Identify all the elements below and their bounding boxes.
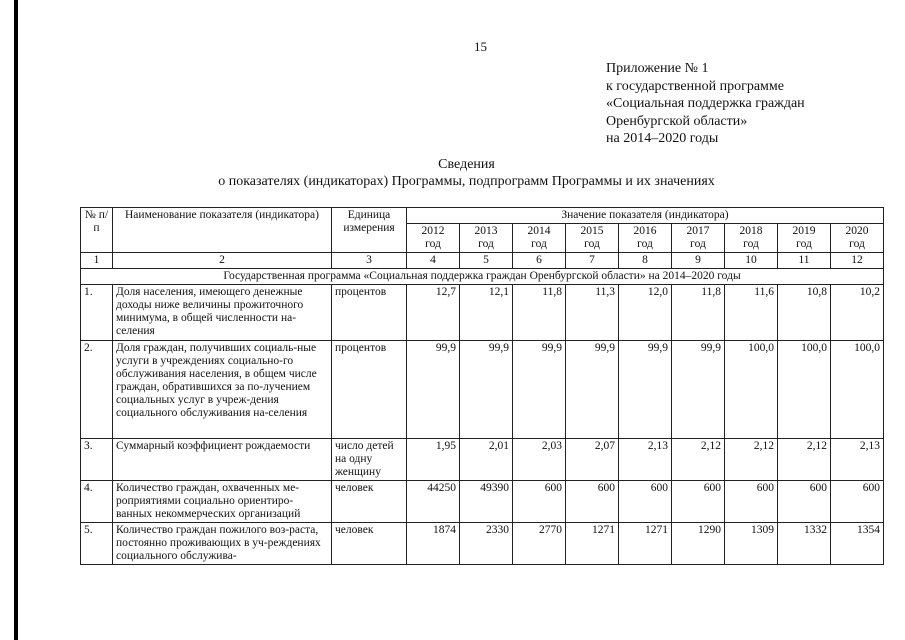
column-number: 4 (407, 253, 460, 269)
row-value: 12,0 (619, 285, 672, 341)
header-year-2017: 2017 год (672, 224, 725, 253)
row-value: 1874 (407, 523, 460, 565)
scan-edge (14, 0, 18, 640)
appendix-line: на 2014–2020 годы (606, 131, 719, 146)
column-number: 6 (513, 253, 566, 269)
row-value: 2,13 (619, 439, 672, 481)
row-value: 1271 (619, 523, 672, 565)
header-year-2014: 2014 год (513, 224, 566, 253)
row-value: 2,07 (566, 439, 619, 481)
page-number: 15 (474, 39, 487, 54)
row-name: Количество граждан пожилого воз-раста, постоянно проживающих в уч-реждениях социального обслужива- (113, 523, 332, 565)
column-number: 7 (566, 253, 619, 269)
header-year-2015: 2015 год (566, 224, 619, 253)
row-name: Суммарный коэффициент рождаемости (113, 439, 332, 481)
header-values-group: Значение показателя (индикатора) (407, 208, 884, 224)
row-value: 2,12 (725, 439, 778, 481)
header-num: № п/п (81, 208, 113, 253)
table-row (81, 439, 884, 481)
header-unit: Единица измерения (332, 208, 407, 253)
row-unit: число детей на одну женщину (332, 439, 407, 481)
column-number: 12 (831, 253, 884, 269)
row-value: 99,9 (566, 341, 619, 439)
row-value: 2330 (460, 523, 513, 565)
row-value: 49390 (460, 481, 513, 523)
row-value: 1354 (831, 523, 884, 565)
row-name: Доля граждан, получивших социаль-ные услуги в учреждениях социально-го обслуживания населения, в общем числе граждан, обратившихся за по-лучением социальных услуг в учреж-дения социального обслуживания на-селения (113, 341, 332, 439)
header-year-2020: 2020 год (831, 224, 884, 253)
row-value: 12,1 (460, 285, 513, 341)
column-number: 11 (778, 253, 831, 269)
row-value: 99,9 (619, 341, 672, 439)
row-value: 44250 (407, 481, 460, 523)
row-value: 1332 (778, 523, 831, 565)
row-name: Доля населения, имеющего денежные доходы ниже величины прожиточного минимума, в общей численности на-селения (113, 285, 332, 341)
table-row (81, 341, 884, 439)
header-year-2018: 2018 год (725, 224, 778, 253)
indicators-table (80, 207, 884, 565)
row-value: 12,7 (407, 285, 460, 341)
section-row (81, 269, 884, 285)
row-value: 100,0 (831, 341, 884, 439)
row-unit: процентов (332, 341, 407, 439)
appendix-block (606, 60, 805, 148)
section-title: Государственная программа «Социальная поддержка граждан Оренбургской области» на 2014–2020 годы (81, 269, 884, 285)
row-value: 99,9 (513, 341, 566, 439)
header-name: Наименование показателя (индикатора) (113, 208, 332, 253)
row-value: 600 (725, 481, 778, 523)
document-subtitle: о показателях (индикаторах) Программы, подпрограмм Программы и их значениях (218, 174, 715, 189)
row-value: 1309 (725, 523, 778, 565)
row-value: 99,9 (407, 341, 460, 439)
row-value: 2770 (513, 523, 566, 565)
row-value: 2,13 (831, 439, 884, 481)
header-year-2012: 2012 год (407, 224, 460, 253)
row-value: 2,03 (513, 439, 566, 481)
header-year-2016: 2016 год (619, 224, 672, 253)
row-num: 2. (81, 341, 113, 439)
column-number: 8 (619, 253, 672, 269)
row-num: 5. (81, 523, 113, 565)
column-number: 10 (725, 253, 778, 269)
row-value: 99,9 (672, 341, 725, 439)
row-value: 2,01 (460, 439, 513, 481)
column-number: 2 (113, 253, 332, 269)
column-number: 1 (81, 253, 113, 269)
row-value: 11,3 (566, 285, 619, 341)
appendix-line: к государственной программе (606, 78, 784, 94)
row-value: 11,6 (725, 285, 778, 341)
row-value: 2,12 (672, 439, 725, 481)
row-value: 11,8 (513, 285, 566, 341)
row-value: 10,2 (831, 285, 884, 341)
header-year-2019: 2019 год (778, 224, 831, 253)
row-value: 99,9 (460, 341, 513, 439)
row-value: 600 (778, 481, 831, 523)
column-number: 5 (460, 253, 513, 269)
header-year-2013: 2013 год (460, 224, 513, 253)
row-value: 1,95 (407, 439, 460, 481)
row-name: Количество граждан, охваченных ме-роприятиями социально ориентиро-ванных некоммерческих организаций (113, 481, 332, 523)
appendix-line: «Социальная поддержка граждан (606, 96, 805, 111)
appendix-line: Приложение № 1 (606, 61, 709, 76)
row-value: 1271 (566, 523, 619, 565)
row-value: 600 (566, 481, 619, 523)
row-value: 600 (619, 481, 672, 523)
row-unit: человек (332, 523, 407, 565)
row-value: 600 (831, 481, 884, 523)
row-unit: процентов (332, 285, 407, 341)
row-value: 2,12 (778, 439, 831, 481)
row-value: 100,0 (725, 341, 778, 439)
column-number: 3 (332, 253, 407, 269)
column-number-row (81, 253, 884, 269)
row-unit: человек (332, 481, 407, 523)
table-row (81, 285, 884, 341)
row-num: 1. (81, 285, 113, 341)
row-value: 10,8 (778, 285, 831, 341)
row-num: 3. (81, 439, 113, 481)
row-value: 1290 (672, 523, 725, 565)
row-value: 600 (672, 481, 725, 523)
row-value: 100,0 (778, 341, 831, 439)
table-row (81, 481, 884, 523)
appendix-line: Оренбургской области» (606, 113, 748, 129)
row-num: 4. (81, 481, 113, 523)
document-title: Сведения (438, 157, 495, 172)
row-value: 11,8 (672, 285, 725, 341)
column-number: 9 (672, 253, 725, 269)
row-value: 600 (513, 481, 566, 523)
table-row (81, 523, 884, 565)
